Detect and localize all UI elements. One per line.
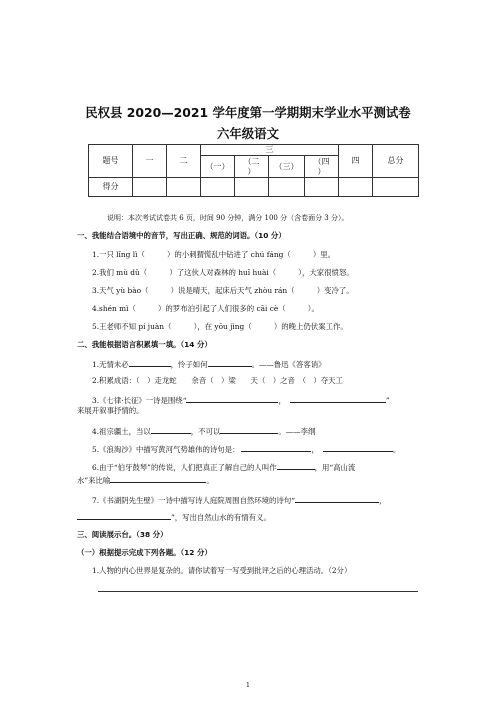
score-cell[interactable] <box>133 178 167 197</box>
score-cell[interactable] <box>201 178 235 197</box>
section1-heading: 一、我能结合语境中的音节，写出正确、规范的词语。（10 分） <box>77 231 286 240</box>
header-three-sub-3: （三） <box>269 156 305 178</box>
s2-q7-text-b: ， <box>379 496 387 505</box>
header-part-four: 四 <box>339 145 373 178</box>
s2-question-1 <box>92 358 326 370</box>
s1-question-3: 3.天气 yù bào（ ）说是晴天，起床后天气 zhòu rán（ ）变冷了。 <box>92 286 354 295</box>
answer-blank[interactable] <box>110 474 206 483</box>
row-score-label: 得分 <box>89 178 133 197</box>
s2-q4-text-b: ，不可以 <box>190 427 221 436</box>
s2-question-7-continued <box>77 511 271 523</box>
answer-blank[interactable] <box>208 358 252 367</box>
section2-heading: 二、我能根据语言积累填一填。（14 分） <box>77 340 212 349</box>
s2-q3-text-a: 3.《七律·长征》一诗是围绕“ <box>92 396 187 405</box>
answer-blank[interactable] <box>220 425 278 434</box>
s2-question-3 <box>92 394 390 406</box>
s2-question-4 <box>92 425 315 437</box>
s2-q7-text-c: ”，写出自然山水的有情有义。 <box>171 513 271 522</box>
header-part-one: 一 <box>133 145 167 178</box>
s1-question-4: 4.shén mì（ ）的罗布泊引起了人们很多的 cāi cè（ ）。 <box>92 304 319 313</box>
header-part-two: 二 <box>167 145 201 178</box>
answer-blank[interactable] <box>129 358 171 367</box>
s2-q3-text-c: ” <box>385 396 390 405</box>
score-cell[interactable] <box>235 178 269 197</box>
s2-q6-text-b: ，用“高山流 <box>314 463 356 472</box>
s2-question-7 <box>92 494 386 506</box>
s2-q4-text-a: 4.祖宗疆土，当以 <box>92 427 151 436</box>
answer-blank[interactable] <box>323 443 393 452</box>
answer-blank[interactable] <box>295 494 379 503</box>
score-table <box>88 144 419 197</box>
header-part-three: 三 <box>201 145 339 156</box>
s2-q6-text-d: 。 <box>206 476 214 485</box>
title: 民权县 2020—2021 学年度第一学期期末学业水平测试卷 <box>85 105 411 120</box>
score-cell[interactable] <box>305 178 339 197</box>
s2-question-2: 2.积累成语：（ ）走龙蛇 余音（ ）梁 天（ ）之音 （ ）夺天工 <box>92 376 343 385</box>
s2-q6-text-c: 水”来比喻 <box>77 476 111 485</box>
s1-question-1: 1.一只 lǐng lì（ ）的小刺猬慌乱中钻进了 chú fáng（ ）里。 <box>92 250 336 259</box>
header-three-sub-4 <box>305 156 339 178</box>
section3-subheading: （一）根据提示完成下列各题。（12 分） <box>77 548 212 557</box>
score-cell[interactable] <box>339 178 373 197</box>
exam-note: 说明：本次考试试卷共 6 页，时间 90 分钟，满分 100 分（含卷面分 3 分）。 <box>107 214 349 222</box>
header-three-sub-2 <box>235 156 269 178</box>
page-number: 1 <box>245 681 251 689</box>
score-cell[interactable] <box>373 178 419 197</box>
answer-blank[interactable] <box>151 425 191 434</box>
answer-blank[interactable] <box>277 461 315 470</box>
score-cell[interactable] <box>269 178 305 197</box>
s1-question-5: 5.王老师不知 pí juàn（ ），在 yōu jìng（ ）的晚上仍伏案工作。 <box>92 322 348 331</box>
s2-question-3-continued: 来展开叙事抒情的。 <box>77 406 144 415</box>
s3-question-1: 1.人物的内心世界是复杂的。请你试着写一写受到批评之后的心理活动。（2分） <box>92 566 352 575</box>
header-total: 总分 <box>373 145 419 178</box>
s2-q5-text-b: ， <box>311 445 319 454</box>
s1-question-2: 2.我们 mù dǔ（ ）了这伙人对森林的 huǐ huài（ ），大家很愤怒。 <box>92 268 354 277</box>
header-three-sub-4-part2: ） <box>317 166 326 176</box>
answer-blank[interactable] <box>186 394 278 403</box>
answer-blank[interactable] <box>77 511 171 520</box>
s2-q1-text-b: ，怜子如何 <box>170 360 208 369</box>
header-three-sub-2-part2: ） <box>247 166 256 176</box>
answer-line[interactable] <box>98 591 418 592</box>
s2-q6-text-a: 6.由于“伯牙鼓琴”的传说，人们把真正了解自己的人叫作 <box>92 463 277 472</box>
section3-heading: 三、阅读展示台。（38 分） <box>77 530 168 539</box>
answer-blank[interactable] <box>241 443 311 452</box>
answer-blank[interactable] <box>290 394 386 403</box>
subtitle: 六年级语文 <box>217 126 279 141</box>
s2-question-6 <box>92 461 355 473</box>
score-cell[interactable] <box>167 178 201 197</box>
s2-q1-text-c: 。——鲁迅《答客诮》 <box>251 360 326 369</box>
s2-q5-text-c: 。 <box>392 445 401 454</box>
s2-q7-text-a: 7.《书湖阴先生壁》一诗中描写诗人庭院周围自然环境的诗句“ <box>92 496 295 505</box>
s2-q1-text-a: 1.无情未必 <box>92 360 129 369</box>
s2-question-6-continued <box>77 474 214 486</box>
s2-q3-text-b: ， <box>278 396 286 405</box>
header-three-sub-2-part1: （二 <box>243 156 260 166</box>
header-number: 题号 <box>89 145 133 178</box>
s2-q5-text-a: 5.《浪淘沙》中描写黄河气势雄伟的诗句是： <box>92 445 240 454</box>
s2-q4-text-c: 。——李纲 <box>278 427 316 436</box>
s2-question-5 <box>92 443 400 455</box>
header-three-sub-4-part1: （四 <box>313 156 330 166</box>
header-three-sub-1: （一） <box>201 156 235 178</box>
